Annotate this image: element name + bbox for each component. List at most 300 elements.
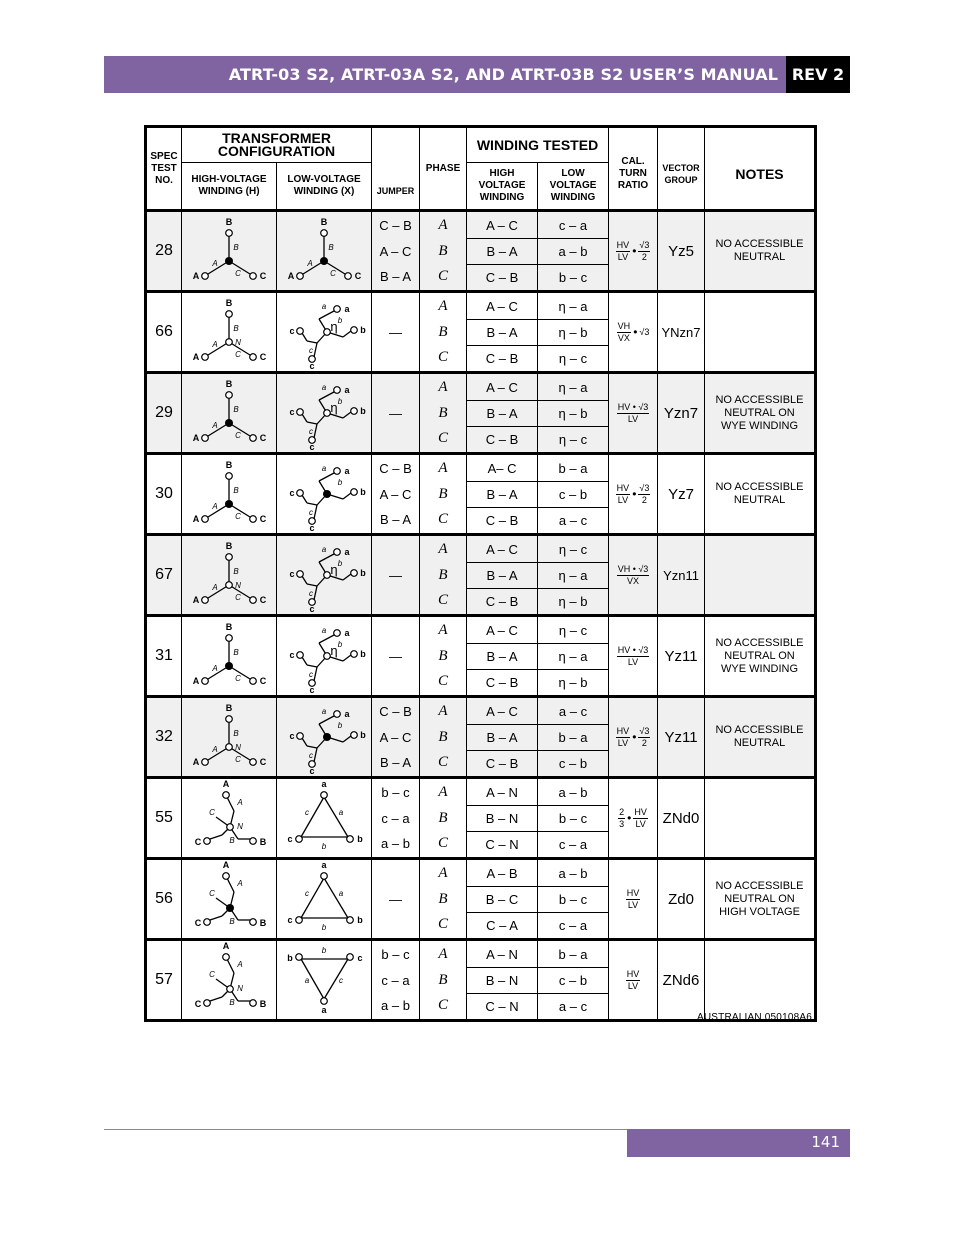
svg-text:N: N [235, 581, 241, 590]
svg-text:A: A [212, 502, 218, 511]
jumper-cell [372, 454, 420, 535]
turn-ratio-cell [609, 211, 658, 292]
ratio-denominator: LV [617, 737, 629, 748]
lv-winding-value: c – b [538, 968, 608, 994]
hv-winding-value: B – A [467, 725, 537, 751]
svg-text:a: a [321, 383, 327, 392]
lv-winding-cell [538, 373, 609, 454]
hv-diagram-cell [182, 697, 277, 778]
svg-text:c: c [305, 808, 309, 817]
lv-winding-value: c – b [538, 482, 608, 508]
svg-text:a: a [344, 628, 350, 638]
multiply-dot-icon: • [632, 487, 637, 501]
hv-winding-value: A – C [467, 537, 537, 563]
ratio-denominator: LV [627, 413, 639, 424]
jumper-cell [372, 697, 420, 778]
hv-winding-value: C – B [485, 512, 519, 528]
spec-test-number: 66 [146, 292, 182, 373]
phase-value: B [438, 809, 448, 826]
svg-text:C: C [259, 271, 267, 281]
jumper-value: C – B [379, 460, 412, 476]
svg-text:b: b [357, 915, 363, 925]
svg-text:c: c [309, 670, 313, 679]
notes-value [705, 778, 816, 859]
lv-winding-value: a – c [558, 512, 588, 528]
phase-value: A [438, 702, 448, 719]
svg-text:A: A [192, 595, 200, 605]
spec-test-number: 29 [146, 373, 182, 454]
svg-text:B: B [225, 460, 233, 470]
svg-text:A: A [192, 676, 200, 686]
jumper-value: — [389, 891, 403, 907]
svg-text:a: a [321, 302, 327, 311]
hv-winding-cell [467, 697, 538, 778]
vector-group-value: Yz11 [658, 697, 705, 778]
hv-diagram-cell [182, 292, 277, 373]
vector-group-value: YNzn7 [658, 292, 705, 373]
svg-text:c: c [309, 766, 315, 776]
jumper-value: B – A [379, 512, 412, 528]
lv-winding-value: η – c [558, 431, 588, 447]
table-row [146, 292, 816, 373]
svg-text:b: b [321, 923, 327, 932]
table-row [146, 535, 816, 616]
jumper-value: a – b [381, 836, 410, 852]
lv-zigzag-diagram [277, 293, 372, 371]
spec-test-number: 30 [146, 454, 182, 535]
hv-winding-value: C – B [485, 350, 519, 366]
lv-zigzag-diagram [277, 698, 372, 776]
svg-text:B: B [233, 567, 239, 576]
svg-text:b: b [360, 730, 366, 740]
phase-cell [420, 211, 467, 292]
lv-winding-cell [538, 859, 609, 940]
svg-text:c: c [289, 488, 295, 498]
hv-winding-value: B – C [467, 887, 537, 913]
notes-value: NO ACCESSIBLE NEUTRAL [705, 211, 816, 292]
phase-value: A [438, 378, 448, 395]
phase-value: C [438, 754, 449, 771]
vector-group-header: VECTOR GROUP [658, 127, 705, 211]
svg-text:c: c [289, 407, 295, 417]
hv-wye-diagram [182, 293, 277, 371]
page-header-bar [104, 56, 850, 93]
hv-winding-value: A – C [467, 294, 537, 320]
svg-text:B: B [259, 918, 267, 928]
ratio-numerator: HV • √3 [617, 401, 649, 412]
ratio-denominator: VX [627, 575, 640, 586]
lv-winding-value: η – a [538, 375, 608, 401]
turn-ratio-cell [609, 940, 658, 1021]
table-row [146, 697, 816, 778]
svg-text:B: B [233, 405, 239, 414]
svg-text:C: C [194, 999, 202, 1009]
svg-text:C: C [209, 808, 215, 817]
svg-text:C: C [209, 970, 215, 979]
notes-value: NO ACCESSIBLE NEUTRAL ON WYE WINDING [705, 373, 816, 454]
svg-text:B: B [229, 917, 235, 926]
svg-text:a: a [304, 976, 310, 985]
svg-text:B: B [225, 217, 233, 227]
table-row [146, 373, 816, 454]
spec-test-number: 28 [146, 211, 182, 292]
hv-winding-cell [467, 292, 538, 373]
jumper-cell [372, 778, 420, 859]
lv-winding-cell [538, 697, 609, 778]
svg-text:c: c [305, 889, 309, 898]
svg-text:c: c [309, 361, 315, 371]
jumper-value: B – A [379, 269, 412, 285]
svg-text:B: B [233, 243, 239, 252]
hv-winding-value: C – B [485, 674, 519, 690]
svg-text:N: N [235, 743, 241, 752]
lv-winding-value: η – a [538, 563, 608, 589]
lv-diagram-cell [277, 940, 372, 1021]
table-row [146, 859, 816, 940]
svg-text:c: c [309, 427, 313, 436]
phase-value: A [438, 297, 448, 314]
hv-winding-value: B – N [467, 806, 537, 832]
svg-text:b: b [321, 946, 327, 955]
vector-group-value: ZNd6 [658, 940, 705, 1021]
svg-text:C: C [235, 269, 241, 278]
ratio-denominator: VX [617, 332, 630, 343]
hv-winding-cell [467, 940, 538, 1021]
ratio-denominator: LV [627, 656, 639, 667]
ratio-numerator: HV [616, 482, 630, 493]
ratio-numerator: 2 [619, 806, 625, 817]
hv-wye-diagram [182, 536, 277, 614]
lv-winding-value: c – a [538, 213, 608, 239]
lv-diagram-cell [277, 373, 372, 454]
svg-text:C: C [235, 431, 241, 440]
svg-text:A: A [237, 798, 243, 807]
lv-winding-value: a – c [538, 699, 608, 725]
jumper-value: — [389, 405, 403, 421]
svg-text:C: C [259, 433, 267, 443]
svg-text:c: c [287, 834, 293, 844]
document-code: AUSTRALIAN.050108A6 [697, 1012, 812, 1023]
lv-winding-value: η – a [538, 644, 608, 670]
lv-diagram-cell [277, 535, 372, 616]
jumper-value: — [389, 567, 403, 583]
svg-text:N: N [237, 822, 243, 831]
hv-winding-cell [467, 859, 538, 940]
ratio-denominator: LV [627, 980, 639, 991]
phase-value: C [438, 997, 449, 1014]
hv-winding-cell [467, 535, 538, 616]
vector-group-value: Yzn7 [658, 373, 705, 454]
ratio-numerator: HV [626, 968, 640, 979]
ratio-numerator: VH [617, 320, 631, 331]
phase-value: A [438, 216, 448, 233]
jumper-header: JUMPER [372, 127, 420, 211]
winding-tested-header: WINDING TESTED [467, 127, 609, 163]
jumper-cell [372, 373, 420, 454]
lv-zigzag-diagram [277, 617, 372, 695]
svg-text:N: N [235, 338, 241, 347]
lv-winding-value: a – b [538, 239, 608, 265]
svg-text:b: b [337, 316, 343, 325]
ratio-denominator: LV [635, 818, 646, 829]
turn-ratio-cell [609, 616, 658, 697]
notes-value: NO ACCESSIBLE NEUTRAL [705, 454, 816, 535]
spec-test-number: 55 [146, 778, 182, 859]
lv-winding-cell [538, 454, 609, 535]
svg-text:c: c [289, 731, 295, 741]
ratio-numerator: √3 [639, 482, 650, 493]
svg-text:c: c [309, 523, 315, 533]
svg-text:A: A [212, 421, 218, 430]
hv-zigzag-wye-diagram [182, 860, 277, 938]
ratio-numerator: HV • √3 [617, 644, 649, 655]
svg-text:C: C [235, 674, 241, 683]
svg-text:b: b [360, 406, 366, 416]
vector-group-value: ZNd0 [658, 778, 705, 859]
high-voltage-winding-header: HIGH VOLTAGE WINDING [467, 163, 538, 211]
spec-test-number: 57 [146, 940, 182, 1021]
jumper-value: C – B [379, 703, 412, 719]
multiply-dot-icon: • [632, 730, 637, 744]
svg-text:b: b [360, 325, 366, 335]
hv-diagram-cell [182, 940, 277, 1021]
lv-winding-cell [538, 616, 609, 697]
hv-diagram-cell [182, 373, 277, 454]
svg-text:b: b [287, 953, 293, 963]
hv-winding-value: C – N [485, 998, 519, 1014]
spec-test-number: 67 [146, 535, 182, 616]
svg-text:b: b [360, 487, 366, 497]
svg-text:a: a [321, 707, 327, 716]
svg-text:c: c [289, 569, 295, 579]
svg-text:C: C [259, 352, 267, 362]
phase-value: B [438, 323, 448, 340]
turn-ratio-cell [609, 373, 658, 454]
ratio-denominator: LV [617, 251, 629, 262]
svg-text:c: c [287, 915, 293, 925]
svg-text:a: a [321, 464, 327, 473]
hv-winding-value: A – B [467, 861, 537, 887]
svg-text:b: b [360, 649, 366, 659]
svg-text:η: η [330, 319, 338, 334]
multiply-dot-icon: • [627, 811, 632, 825]
svg-text:b: b [321, 842, 327, 851]
jumper-cell [372, 616, 420, 697]
phase-cell [420, 940, 467, 1021]
table-row [146, 940, 816, 1021]
ratio-numerator: VH • √3 [617, 563, 649, 574]
jumper-cell [372, 211, 420, 292]
vector-group-value: Zd0 [658, 859, 705, 940]
turn-ratio-cell [609, 778, 658, 859]
svg-text:C: C [259, 676, 267, 686]
svg-text:A: A [212, 340, 218, 349]
turn-ratio-cell [609, 697, 658, 778]
svg-text:C: C [194, 837, 202, 847]
svg-text:b: b [357, 834, 363, 844]
hv-winding-cell [467, 211, 538, 292]
lv-winding-value: b – c [558, 269, 588, 285]
turn-ratio-cell [609, 454, 658, 535]
ratio-numerator: HV [616, 725, 630, 736]
svg-text:A: A [192, 757, 200, 767]
hv-winding-value: B – A [467, 239, 537, 265]
svg-text:η: η [330, 643, 338, 658]
lv-delta-diagram [277, 779, 372, 857]
jumper-value: A – C [379, 729, 412, 745]
phase-cell [420, 778, 467, 859]
jumper-value: — [389, 324, 403, 340]
spec-test-header: SPEC TEST NO. [146, 127, 182, 211]
jumper-value: C – B [379, 217, 412, 233]
lv-winding-value: b – a [538, 942, 608, 968]
svg-text:A: A [222, 860, 230, 870]
lv-diagram-cell [277, 292, 372, 373]
jumper-value: A – C [379, 486, 412, 502]
hv-winding-value: C – B [485, 755, 519, 771]
manual-title: ATRT-03 S2, ATRT-03A S2, AND ATRT-03B S2 USER’S MANUAL [228, 65, 778, 84]
svg-text:C: C [354, 271, 362, 281]
svg-text:c: c [357, 953, 363, 963]
phase-value: C [438, 349, 449, 366]
hv-winding-value: A – N [467, 942, 537, 968]
lv-winding-value: η – c [558, 350, 588, 366]
svg-text:a: a [321, 545, 327, 554]
svg-text:A: A [212, 664, 218, 673]
lv-winding-value: c – b [558, 755, 588, 771]
phase-value: C [438, 430, 449, 447]
svg-text:C: C [259, 514, 267, 524]
phase-value: B [438, 890, 448, 907]
svg-text:B: B [225, 541, 233, 551]
turn-ratio-cell [609, 535, 658, 616]
svg-text:B: B [225, 622, 233, 632]
lv-winding-value: b – a [538, 725, 608, 751]
svg-text:c: c [309, 685, 315, 695]
lv-diagram-cell [277, 859, 372, 940]
svg-text:a: a [338, 808, 344, 817]
svg-text:B: B [229, 998, 235, 1007]
svg-text:C: C [235, 593, 241, 602]
hv-winding-value: B – A [467, 563, 537, 589]
vector-group-value: Yzn11 [658, 535, 705, 616]
ratio-denominator: LV [617, 494, 629, 505]
svg-text:A: A [212, 745, 218, 754]
lv-zigzag-diagram [277, 374, 372, 452]
lv-winding-cell [538, 778, 609, 859]
ratio-numerator: HV [626, 887, 640, 898]
svg-text:a: a [321, 860, 327, 870]
hv-winding-cell [467, 373, 538, 454]
table-row [146, 454, 816, 535]
lv-diagram-cell [277, 211, 372, 292]
svg-text:A: A [192, 514, 200, 524]
hv-diagram-cell [182, 859, 277, 940]
hv-winding-value: B – A [467, 482, 537, 508]
svg-text:C: C [330, 269, 336, 278]
phase-value: C [438, 592, 449, 609]
phase-cell [420, 535, 467, 616]
phase-value: C [438, 916, 449, 933]
phase-value: B [438, 404, 448, 421]
svg-text:A: A [222, 941, 230, 951]
ratio-denominator: 2 [641, 251, 647, 262]
hv-winding-header: HIGH-VOLTAGE WINDING (H) [182, 163, 277, 211]
ratio-denominator: 2 [641, 737, 647, 748]
svg-text:b: b [337, 397, 343, 406]
notes-value: NO ACCESSIBLE NEUTRAL ON WYE WINDING [705, 616, 816, 697]
lv-winding-value: η – b [538, 401, 608, 427]
svg-text:B: B [328, 243, 334, 252]
hv-zigzag-wye-diagram [182, 779, 277, 857]
lv-winding-value: b – c [538, 887, 608, 913]
hv-wye-diagram [277, 212, 372, 290]
lv-winding-value: η – b [558, 674, 588, 690]
low-voltage-winding-header: LOW VOLTAGE WINDING [538, 163, 609, 211]
lv-diagram-cell [277, 778, 372, 859]
phase-cell [420, 454, 467, 535]
ratio-denominator: 3 [619, 818, 625, 829]
svg-text:a: a [344, 709, 350, 719]
svg-text:C: C [259, 757, 267, 767]
svg-text:A: A [287, 271, 295, 281]
hv-winding-value: A – C [467, 699, 537, 725]
notes-value [705, 292, 816, 373]
svg-text:B: B [320, 217, 328, 227]
phase-value: C [438, 673, 449, 690]
jumper-value: A – C [379, 243, 412, 259]
ratio-denominator: LV [627, 899, 639, 910]
svg-text:c: c [309, 604, 315, 614]
lv-winding-cell [538, 940, 609, 1021]
jumper-value: a – b [381, 998, 410, 1014]
lv-winding-value: a – c [558, 998, 588, 1014]
lv-delta-diagram [277, 860, 372, 938]
svg-text:a: a [344, 466, 350, 476]
hv-winding-value: C – A [486, 917, 518, 933]
svg-text:a: a [321, 626, 327, 635]
lv-winding-value: η – c [538, 537, 608, 563]
phase-cell [420, 292, 467, 373]
hv-winding-value: B – A [467, 320, 537, 346]
svg-text:B: B [233, 324, 239, 333]
svg-text:c: c [309, 751, 313, 760]
lv-diagram-cell [277, 697, 372, 778]
phase-cell [420, 697, 467, 778]
phase-value: A [438, 783, 448, 800]
hv-winding-value: B – A [467, 644, 537, 670]
lv-winding-value: η – b [558, 593, 588, 609]
svg-text:A: A [222, 779, 230, 789]
spec-test-number: 56 [146, 859, 182, 940]
lv-winding-value: b – a [538, 456, 608, 482]
svg-text:C: C [235, 350, 241, 359]
svg-text:c: c [309, 346, 313, 355]
svg-text:C: C [209, 889, 215, 898]
notes-header: NOTES [705, 127, 816, 211]
hv-winding-value: C – B [485, 431, 519, 447]
page-number: 141 [627, 1129, 850, 1157]
lv-winding-value: η – c [538, 618, 608, 644]
lv-winding-cell [538, 292, 609, 373]
phase-value: B [438, 728, 448, 745]
phase-value: A [438, 621, 448, 638]
svg-text:B: B [225, 703, 233, 713]
hv-winding-value: A – N [467, 780, 537, 806]
svg-text:A: A [192, 352, 200, 362]
svg-text:B: B [233, 648, 239, 657]
hv-wye-diagram [182, 374, 277, 452]
